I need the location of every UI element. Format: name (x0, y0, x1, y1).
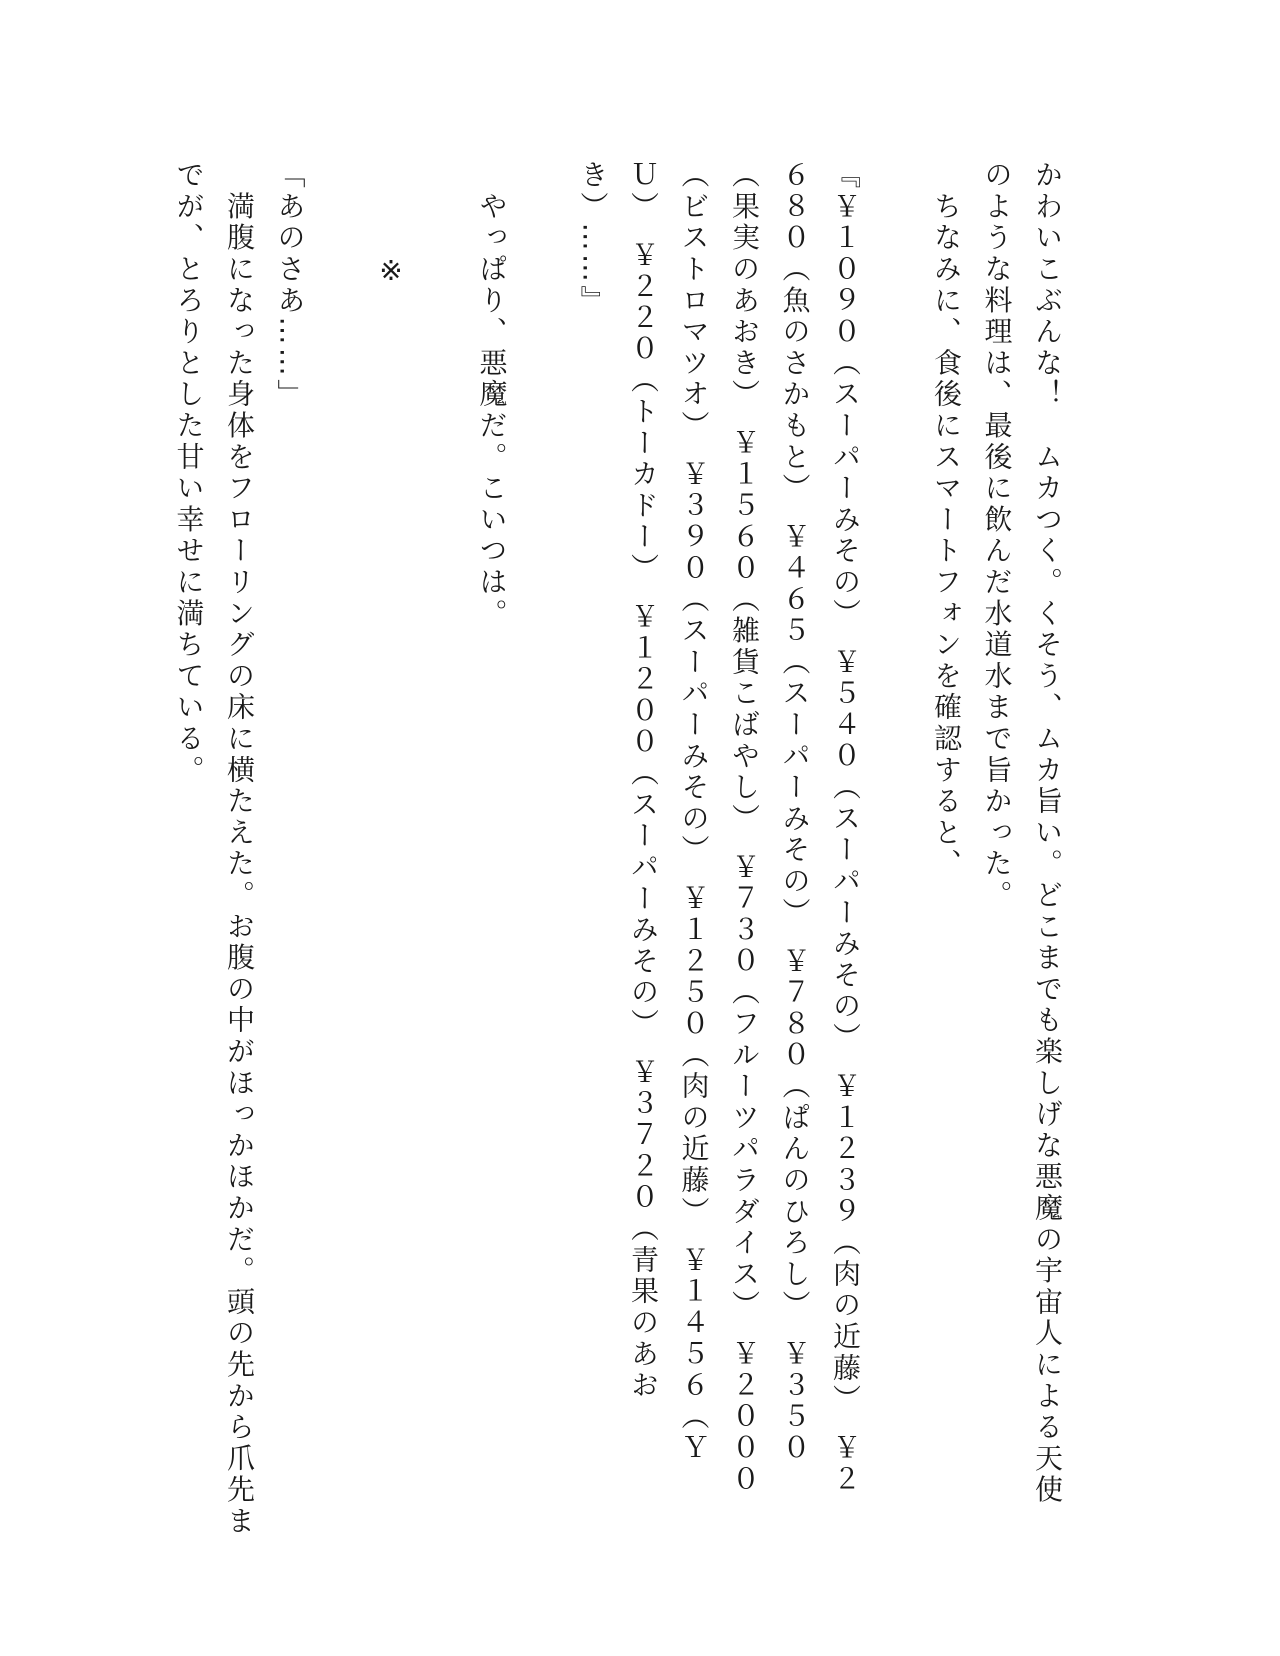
text-line: 満腹になった身体をフローリングの床に横たえた。お腹の中がほっかほかだ。頭の先から爪先ま (223, 160, 256, 1538)
dialogue-line: 「あのさあ……」 (273, 160, 307, 411)
receipt-line: Ｕ） ￥２２０（トーカドー） ￥１２００（スーパーみその） ￥３７２０（青果のあお (627, 160, 660, 1402)
text-line: でが、とろりとした甘い幸せに満ちている。 (172, 160, 206, 786)
blank-line (315, 160, 366, 1460)
text-line: のような料理は、最後に飲んだ水道水まで旨かった。 (980, 160, 1014, 912)
text-line: かわいこぶんな！ ムカつく。くそう、ムカ旨い。どこまでも楽しげな悪魔の宇宙人による天使 (1031, 160, 1064, 1506)
section-break: ※ (374, 160, 408, 291)
receipt-line: き）……』 (576, 160, 610, 317)
receipt-line: （ビストロマツオ） ￥３９０（スーパーみその） ￥１２５０（肉の近藤） ￥１４５６（Ｙ (677, 160, 711, 1464)
receipt-line: ６８０（魚のさかもと） ￥４６５（スーパーみその） ￥７８０（ぱんのひろし） ￥３５０ (778, 160, 812, 1464)
vertical-text-page (163, 160, 1072, 1538)
blank-line (517, 160, 568, 1460)
receipt-line: 『￥１０９０（スーパーみその） ￥５４０（スーパーみその） ￥１２３９（肉の近藤） ￥２ (829, 160, 862, 1496)
text-line: やっぱり、悪魔だ。こいつは。 (475, 160, 509, 630)
blank-line (416, 160, 467, 1460)
blank-line (870, 160, 921, 1460)
text-line: ちなみに、食後にスマートフォンを確認すると、 (930, 160, 963, 880)
receipt-line: （果実のあおき） ￥１５６０（雑貨こばやし） ￥７３０（フルーツパラダイス） ￥２０００ (728, 160, 761, 1496)
